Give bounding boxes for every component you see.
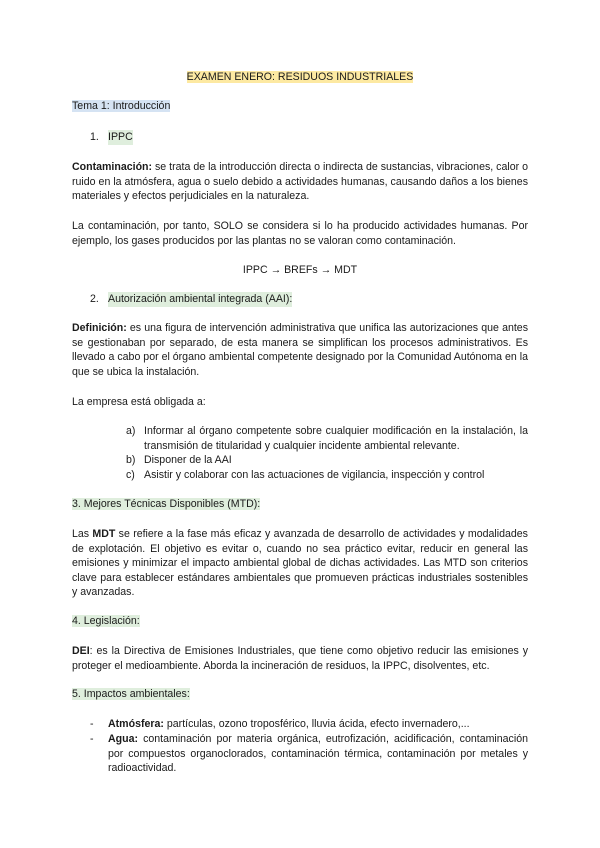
solo-paragraph: La contaminación, por tanto, SOLO se considera si lo ha producido actividades humanas. Por ejemplo, los gases producidos por las plantas no se valoran como contaminación. <box>72 220 528 247</box>
obligada-paragraph: La empresa está obligada a: <box>72 396 206 408</box>
section-5-heading: 5. Impactos ambientales: <box>72 688 190 700</box>
list-bullet: - <box>90 718 94 730</box>
list-item: Agua: contaminación por materia orgánica, eutrofización, acidificación, contaminación por compuestos organoclorados, contaminación térmica, contaminación por metales y radioactividad. <box>108 733 528 775</box>
list-item: Asistir y colaborar con las actuaciones de vigilancia, inspección y control <box>144 469 485 481</box>
section-3-heading: 3. Mejores Técnicas Disponibles (MTD): <box>72 498 261 510</box>
list-item-label: b) <box>126 454 136 466</box>
dei-paragraph: DEI: es la Directiva de Emisiones Industriales, que tiene como objetivo reducir las emisiones y proteger el medioambiente. Aborda la incineración de residuos, la IPPC, disolventes, etc. <box>72 645 528 672</box>
formula-line: IPPC → BREFs → MDT <box>242 264 358 276</box>
contaminacion-paragraph: Contaminación: se trata de la introducción directa o indirecta de sustancias, vibraciones, calor o ruido en la atmósfera, agua o suelo debido a actividades humanas, causando daños a los bienes materiales y efectos perjudiciales en la naturaleza. <box>72 161 528 203</box>
list-item-label: a) <box>126 425 136 437</box>
definicion-paragraph: Definición: es una figura de intervención administrativa que unifica las autorizaciones que antes se gestionaban por separado, de esta manera se simplifican los procesos administrativos. Es llevado a cabo por el órgano ambiental competente designado por la Comunidad Autónoma en la que se ubica la instalación. <box>72 322 528 378</box>
mtd-paragraph: Las MDT se refiere a la fase más eficaz y avanzada de desarrollo de actividades y modalidades de explotación. El objetivo es evitar o, cuando no sea práctico evitar, reducir en general las emisiones y minimizar el impacto ambiental global de dichas actividades. Las MTD son criterios clave para establecer estándares ambientales que promueven prácticas industriales sostenibles y avanzadas. <box>72 528 528 599</box>
list-item: Informar al órgano competente sobre cualquier modificación en la instalación, la transmisión de titularidad y cualquier incidente ambiental relevante. <box>144 425 528 452</box>
list-bullet: - <box>90 733 94 745</box>
tema-heading: Tema 1: Introducción <box>72 100 171 112</box>
document-title: EXAMEN ENERO: RESIDUOS INDUSTRIALES <box>186 71 414 83</box>
section-4-heading: 4. Legislación: <box>72 615 140 627</box>
list-item: Disponer de la AAI <box>144 454 232 466</box>
list-item: Atmósfera: partículas, ozono troposférico, lluvia ácida, efecto invernadero,... <box>108 718 470 730</box>
list-item-label: c) <box>126 469 135 481</box>
document-page: EXAMEN ENERO: RESIDUOS INDUSTRIALES Tema 1: Introducción 1. IPPC Contaminación: se trata de la introducción directa o indirecta de sustancias, vibraciones, calor o ruido en la atmósfera, agua o suelo debido a actividades humanas, causando daños a los bienes materiales y efectos perjudiciales en la naturaleza. La contaminación, por tanto, SOLO se considera si lo ha producido actividades humanas. Por ejemplo, los gases producidos por las plantas no se valoran como contaminación. IPPC → BREFs → MDT 2. Autorización ambiental integrada (AAI): Definición: es una figura de intervención administrativa que unifica las autorizaciones que antes se gestionaban por separado, de esta manera se simplifican los procesos administrativos. Es llevado a cabo por el órgano ambiental competente designado por la Comunidad Autónoma en la que se ubica la instalación. La empresa está obligada a: a) Informar al órgano competente sobre cualquier modificación en la instalación, la transmisión de titularidad y cualquier incidente ambiental relevante. b) Disponer de la AAI c) Asistir y colaborar con las actuaciones de vigilancia, inspección y control 3. Mejores Técnicas Disponibles (MTD): Las MDT se refiere a la fase más eficaz y avanzada de desarrollo de actividades y modalidades de explotación. El objetivo es evitar o, cuando no sea práctico evitar, reducir en general las emisiones y minimizar el impacto ambiental global de dichas actividades. Las MTD son criterios clave para establecer estándares ambientales que promueven prácticas industriales sostenibles y avanzadas. 4. Legislación: DEI: es la Directiva de Emisiones Industriales, que tiene como objetivo reducir las emisiones y proteger el medioambiente. Aborda la incineración de residuos, la IPPC, disolventes, etc. 5. Impactos ambientales: - Atmósfera: partículas, ozono troposférico, lluvia ácida, efecto invernadero,... - Agua: contaminación por materia orgánica, eutrofización, acidificación, contaminación por compuestos organoclorados, contaminación térmica, contaminación por metales y radioactividad. <box>0 0 600 848</box>
